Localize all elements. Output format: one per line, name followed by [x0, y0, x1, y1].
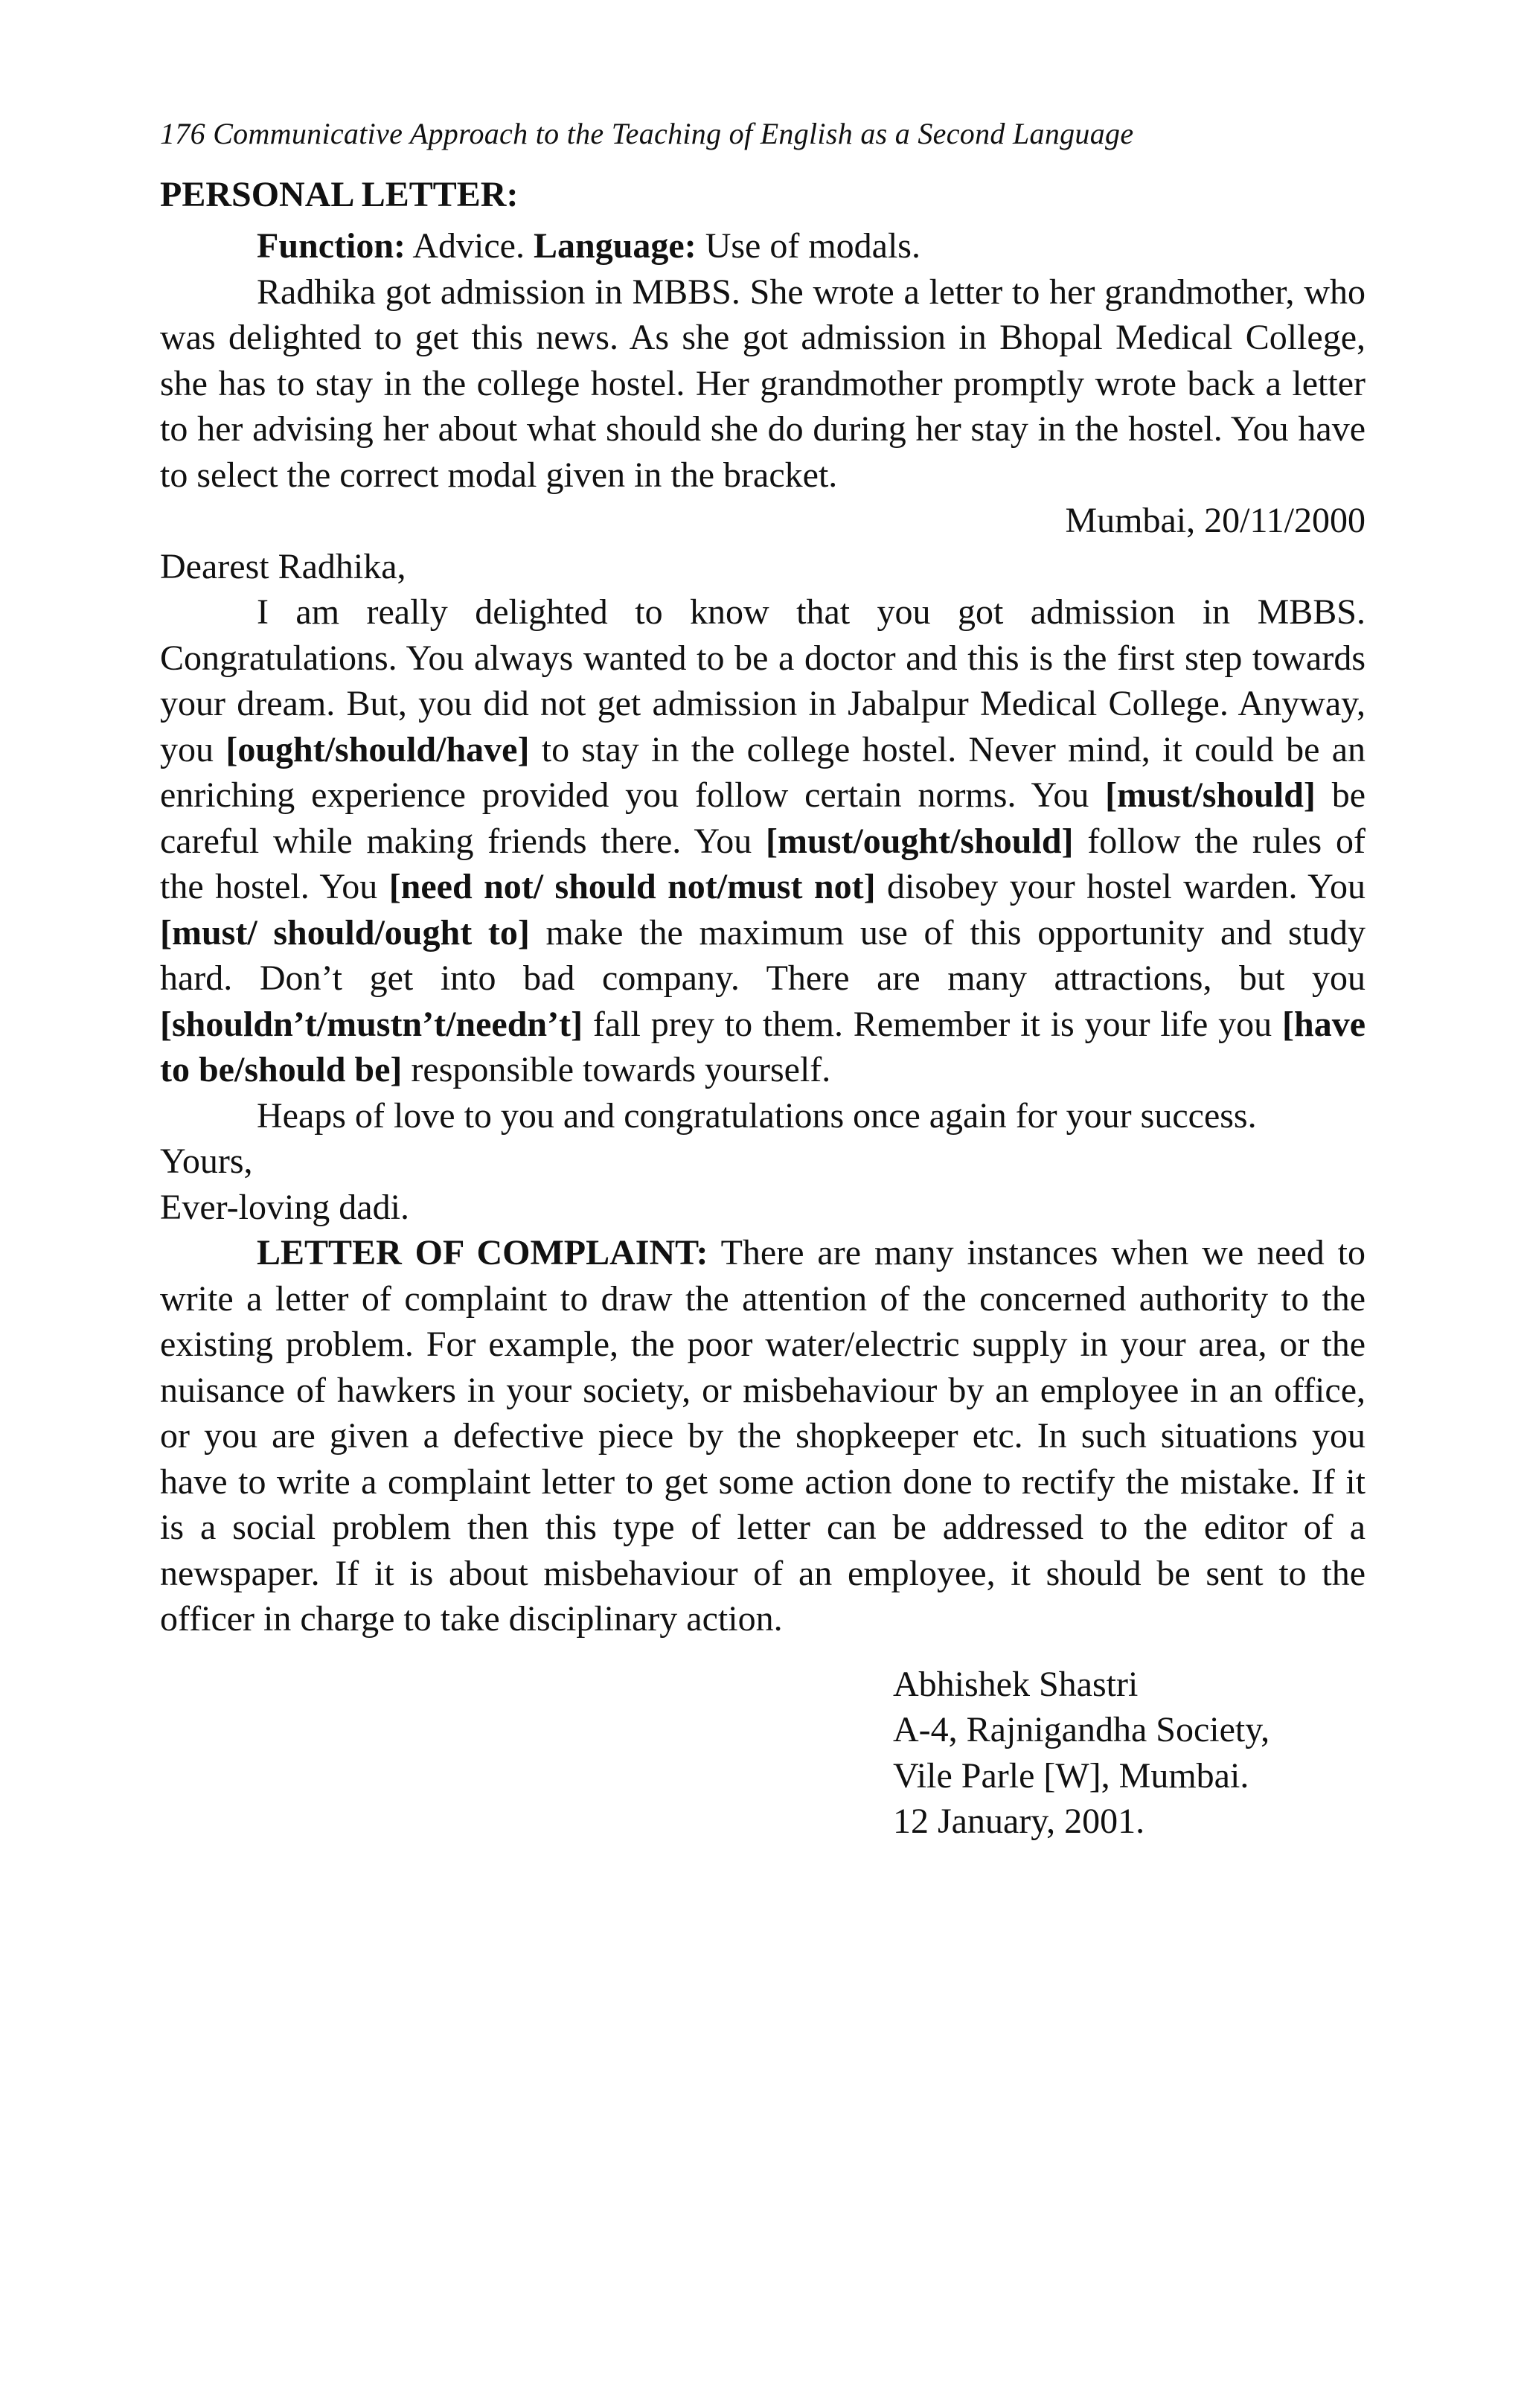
function-label: Function: — [257, 226, 406, 266]
language-value: Use of modals. — [696, 226, 921, 266]
sender-date: 12 January, 2001. — [893, 1802, 1145, 1841]
letter-body-text: to stay in the college hostel. Never mind, it could be an enriching experience provided you follow certain norms. You — [160, 729, 1366, 815]
book-page — [160, 112, 1365, 1845]
personal-letter-heading: PERSONAL LETTER: — [160, 175, 519, 214]
language-label: Language: — [533, 226, 697, 266]
modal-choice: [must/ought/should] — [766, 821, 1074, 861]
letter-body-text: I am really delighted to know that you got admission in MBBS. Congratulations. You always wanted to be a doctor and this is the first step towards your dream. But, you did not get admission in Jabalpur Medical College. Anyway, you — [160, 592, 1365, 769]
complaint-text: There are many instances when we need to write a letter of complaint to draw the attention of the concerned authority to the existing problem. For example, the poor water/electric supply in your area, or the nuisance of hawkers in your society, or misbehaviour by an employee in an office, or you are given a defective piece by the shopkeeper etc. In such situations you have to write a complaint letter to get some action done to rectify the mistake. If it is a social problem then this type of letter can be addressed to the editor of a newspaper. If it is about misbehaviour of an employee, it should be sent to the officer in charge to take disciplinary action. — [160, 1233, 1366, 1639]
letter-yours: Yours, — [160, 1141, 253, 1181]
modal-choice: [need not/ should not/must not] — [388, 867, 876, 906]
letter-body-paragraph — [160, 589, 1365, 1093]
modal-choice: [must/ should/ought to] — [160, 912, 530, 952]
letter-place-date: Mumbai, 20/11/2000 — [1065, 501, 1365, 540]
letter-body-text: follow the rules of the hostel. You — [160, 821, 1366, 906]
running-header: 176 Communicative Approach to the Teaching of English as a Second Language — [160, 117, 1134, 150]
letter-body-text: responsible towards yourself. — [402, 1050, 831, 1089]
modal-choice: [shouldn’t/mustn’t/needn’t] — [160, 1004, 583, 1044]
letter-closing-line: Heaps of love to you and congratulations once again for your success. — [257, 1095, 1257, 1136]
intro-paragraph: Radhika got admission in MBBS. She wrote a letter to her grandmother, who was delighted to get this news. As she got admission in Bhopal Medical College, she has to stay in the college hostel. Her grandmother promptly wrote back a letter to her advising her about what should she do during her stay in the hostel. You have to select the correct modal given in the bracket. — [160, 272, 1365, 495]
complaint-paragraph — [160, 1230, 1365, 1642]
letter-body-text: disobey your hostel warden. You — [875, 867, 1366, 906]
letter-body-text: be careful while making friends there. You — [160, 775, 1365, 861]
letter-body-text: fall prey to them. Remember it is your life you — [583, 1004, 1283, 1044]
sender-name: Abhishek Shastri — [893, 1664, 1139, 1704]
letter-signature: Ever-loving dadi. — [160, 1187, 409, 1227]
complaint-heading: LETTER OF COMPLAINT: — [257, 1233, 708, 1272]
sender-address-line2: Vile Parle [W], Mumbai. — [893, 1755, 1249, 1796]
letter-body-text: make the maximum use of this opportunity and study hard. Don’t get into bad company. There are many attractions, but you — [160, 912, 1365, 998]
letter-salutation: Dearest Radhika, — [160, 546, 406, 586]
function-value: Advice. — [406, 226, 534, 266]
modal-choice: [ought/should/have] — [225, 729, 530, 769]
modal-choice: [have to be/should be] — [160, 1004, 1365, 1089]
function-language-line — [160, 223, 1365, 269]
modal-choice: [must/should] — [1105, 775, 1316, 815]
sender-address-block — [893, 1662, 1365, 1845]
sender-address-line1: A-4, Rajnigandha Society, — [893, 1710, 1270, 1749]
